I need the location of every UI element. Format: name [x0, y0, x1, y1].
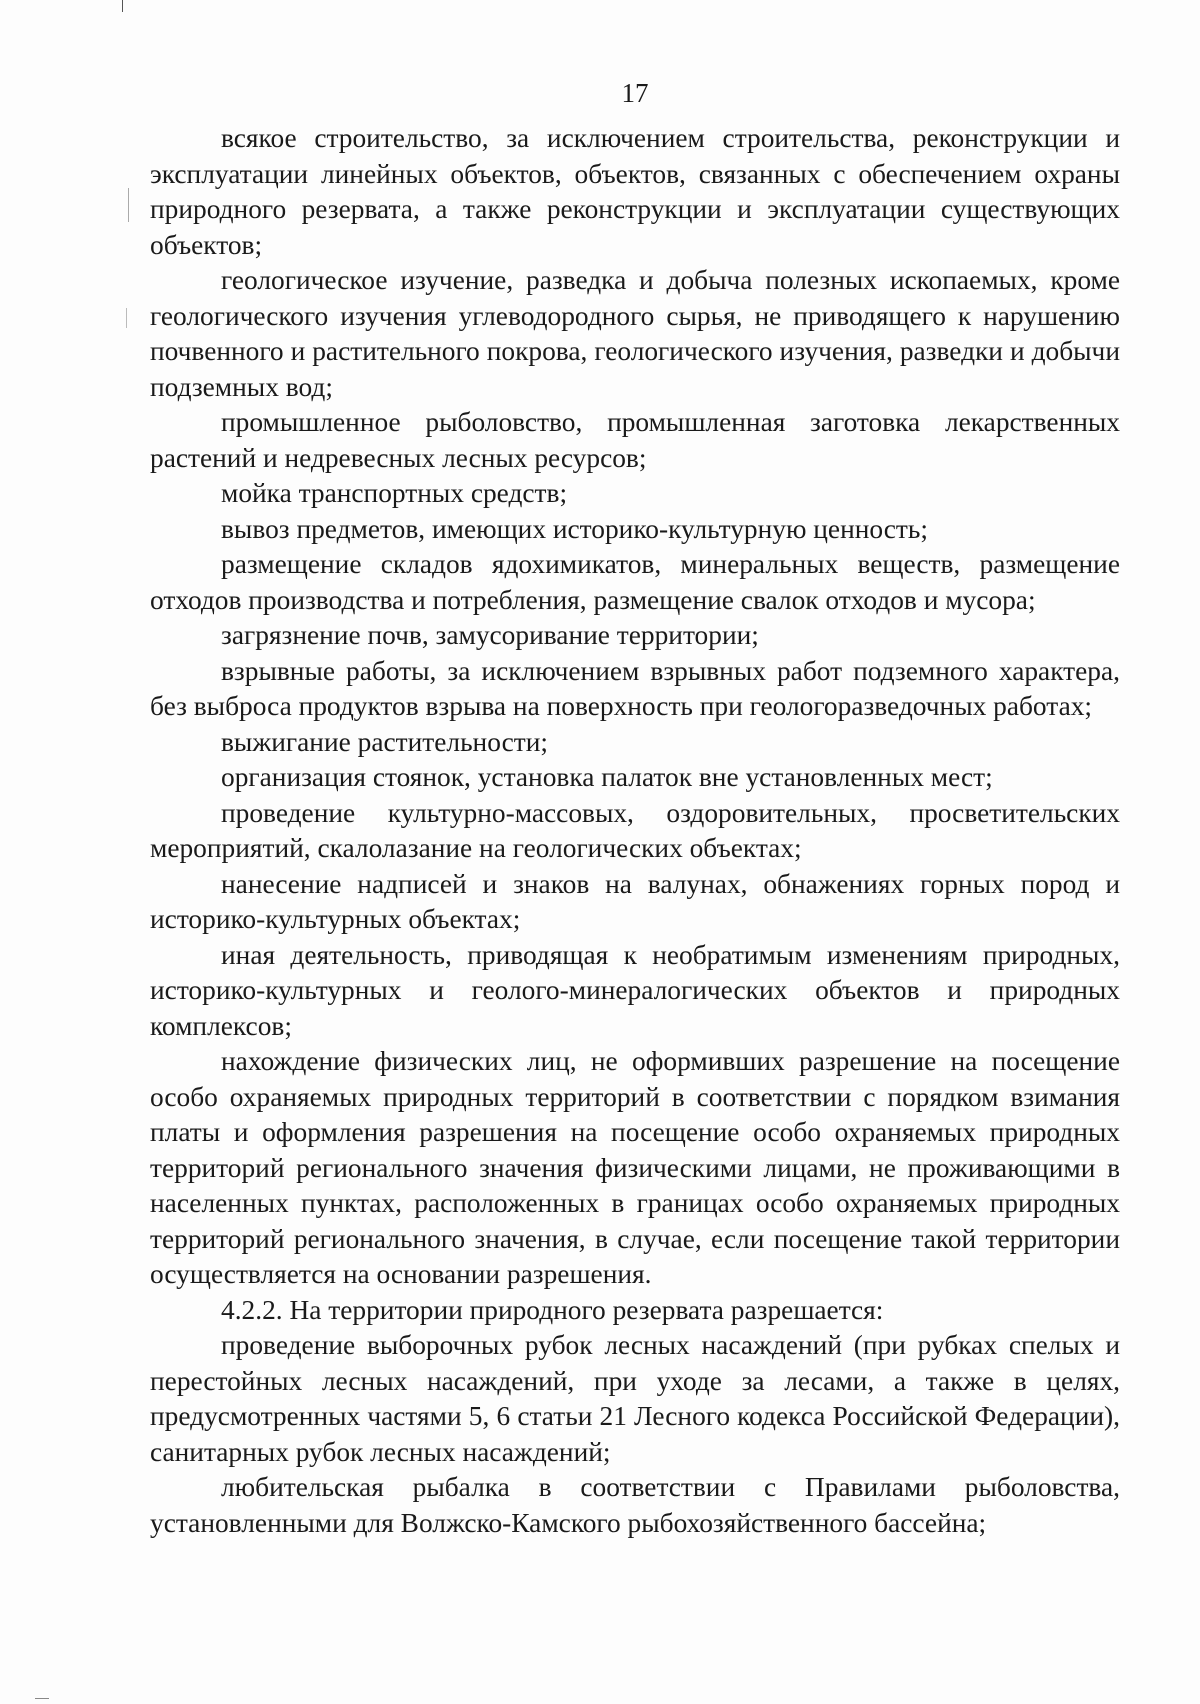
paragraph: нанесение надписей и знаков на валунах, обнажениях горных пород и историко-культурных объектах;: [150, 868, 1120, 934]
paragraph: вывоз предметов, имеющих историко-культурную ценность;: [221, 513, 928, 544]
scan-mark: [128, 188, 129, 222]
document-body: [150, 121, 1120, 1541]
paragraph: любительская рыбалка в соответствии с Правилами рыболовства, установленными для Волжско-Камского рыбохозяйственного бассейна;: [150, 1472, 1120, 1538]
paragraph: мойка транспортных средств;: [221, 478, 568, 508]
page-number: 17: [621, 78, 649, 108]
paragraph: загрязнение почв, замусоривание территории;: [221, 620, 759, 650]
paragraph: размещение складов ядохимикатов, минеральных веществ, размещение отходов производства и потребления, размещение свалок отходов и мусора;: [150, 549, 1120, 615]
scan-mark: [35, 1698, 49, 1699]
paragraph: организация стоянок, установка палаток вне установленных мест;: [221, 762, 993, 792]
paragraph: всякое строительство, за исключением строительства, реконструкции и эксплуатации линейных объектов, объектов, связанных с обеспечением охраны природного резервата, а также реконструкции и эксплуатации существующих объектов;: [150, 123, 1120, 260]
paragraph: проведение выборочных рубок лесных насаждений (при рубках спелых и перестойных лесных насаждений, при уходе за лесами, а также в целях, предусмотренных частями 5, 6 статьи 21 Лесного кодекса Российской Федерации), санитарных рубок лесных насаждений;: [150, 1330, 1120, 1467]
paragraph: нахождение физических лиц, не оформивших разрешение на посещение особо охраняемых природных территорий в соответствии с порядком взимания платы и оформления разрешения на посещение особо охраняемых природных территорий регионального значения физическими лицами, не проживающими в населенных пунктах, расположенных в границах особо охраняемых природных территорий регионального значения, в случае, если посещение такой территории осуществляется на основании разрешения.: [150, 1046, 1120, 1289]
paragraph: взрывные работы, за исключением взрывных работ подземного характера, без выброса продуктов взрыва на поверхность при геологоразведочных работах;: [150, 655, 1120, 721]
section-heading: 4.2.2. На территории природного резервата разрешается:: [221, 1294, 884, 1325]
scan-mark: [122, 0, 123, 12]
paragraph: геологическое изучение, разведка и добыча полезных ископаемых, кроме геологического изучения углеводородного сырья, не приводящего к нарушению почвенного и растительного покрова, геологического изучения, разведки и добычи подземных вод;: [150, 265, 1120, 402]
paragraph: промышленное рыболовство, промышленная заготовка лекарственных растений и недревесных лесных ресурсов;: [150, 407, 1120, 473]
paragraph: проведение культурно-массовых, оздоровительных, просветительских мероприятий, скалолазание на геологических объектах;: [150, 797, 1120, 863]
paragraph: выжигание растительности;: [221, 726, 548, 757]
paragraph: иная деятельность, приводящая к необратимым изменениям природных, историко-культурных и геолого-минералогических объектов и природных комплексов;: [150, 939, 1120, 1041]
scan-mark: [126, 308, 127, 328]
